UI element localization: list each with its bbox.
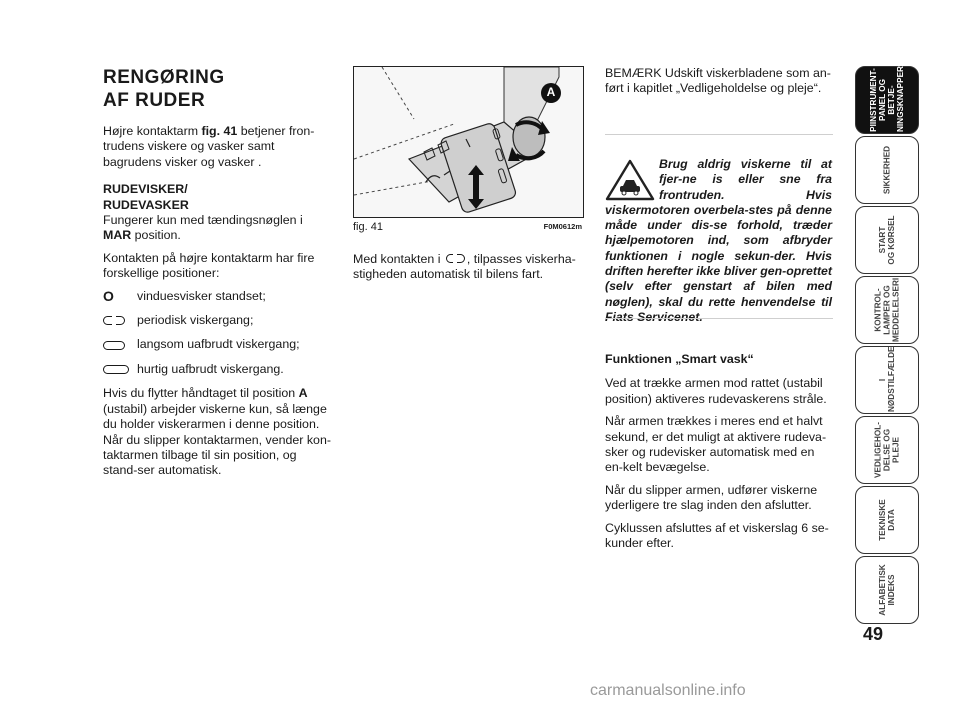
off-symbol: O — [103, 287, 114, 304]
heading-line-2: AF RUDER — [103, 90, 206, 111]
figure-code: F0M0612m — [543, 222, 582, 231]
heading-line-1: RENGØRING — [103, 67, 225, 88]
divider — [605, 318, 833, 319]
section-heading — [103, 66, 331, 112]
speed-adjust-paragraph: Med kontakten i , tilpasses viskerha-stigheden automatisk til bilens fart. — [353, 252, 576, 282]
column-right-note — [605, 66, 833, 104]
warning-block — [605, 157, 832, 325]
position-a-label: A — [298, 386, 308, 401]
watermark: carmanualsonline.info — [590, 682, 746, 699]
position-item-slow: langsom uafbrudt viskergang; — [103, 337, 331, 352]
fig-reference: fig. 41 — [201, 124, 238, 138]
ignition-paragraph: Fungerer kun med tændingsnøglen i MAR position. — [103, 213, 303, 243]
tab-emergency[interactable]: I NØDSTILFÆLDE — [855, 346, 919, 414]
warning-text: Brug aldrig viskerne til at fjer-ne is eller sne fra frontruden. Hvis viskermotoren overbela-stes på denne måde under dis-se forhold, træder hjælpemotoren ind, som afbryder funktionen i nogle sekun-der. Hvis driften herefter ikke bliver gen-oprettet (selv efter genstart af bilen med nøglen), skal du rette henvendelse til Fiats Servicenet. — [605, 157, 832, 324]
note-paragraph: BEMÆRK Udskift viskerbladene som an-ført i kapitlet „Vedligeholdelse og pleje“. — [605, 66, 831, 96]
tab-maintenance[interactable]: VEDLIGEHOL- DELSE OG PLEJE — [855, 416, 919, 484]
position-item-interval: periodisk viskergang; — [103, 313, 331, 328]
chapter-tabs — [855, 63, 923, 626]
positions-intro: Kontakten på højre kontaktarm har fire forskellige positioner: — [103, 250, 315, 281]
divider — [605, 134, 833, 135]
smart-wash-paragraph-4: Cyklussen afsluttes af et viskerslag 6 se-kunder efter. — [605, 520, 829, 551]
position-a-marker: A — [546, 85, 556, 99]
smart-wash-heading: Funktionen „Smart vask“ — [605, 352, 754, 366]
tab-safety[interactable]: SIKKERHED — [855, 136, 919, 204]
figure-caption: fig. 41 F0M0612m — [353, 221, 582, 233]
smart-wash-paragraph-1: Ved at trække armen mod rattet (ustabil position) aktiveres rudevaskerens stråle. — [605, 376, 827, 406]
tab-warning-lights[interactable]: KONTROL- LAMPER OG MEDDELELSERI — [855, 276, 919, 344]
column-left — [103, 66, 331, 486]
figure-41 — [353, 66, 584, 218]
tab-technical-data[interactable]: TEKNISKE DATA — [855, 486, 919, 554]
tab-instrument-panel[interactable]: PIINSTRUMENT- PANEL OG BETJE- NINGSKNAPPERI — [855, 66, 919, 134]
tab-start-driving[interactable]: START OG KØRSEL — [855, 206, 919, 274]
warning-triangle-icon — [605, 159, 655, 201]
intro-paragraph: Højre kontaktarm fig. 41 betjener fron-trudens viskere og vasker samt bagrudens visker og vasker . — [103, 124, 315, 169]
slow-wipe-symbol-icon — [103, 341, 125, 350]
interval-symbol-icon — [446, 254, 465, 263]
subheading: RUDEVISKER/ RUDEVASKER — [103, 182, 189, 212]
smart-wash-paragraph-3: Når du slipper armen, udfører viskerne yderligere tre slag inden den afslutter. — [605, 482, 818, 513]
position-item-off: O vinduesvisker standset; — [103, 287, 266, 304]
mar-label: MAR — [103, 228, 132, 243]
smart-wash-section — [605, 352, 833, 558]
interval-symbol-icon — [103, 316, 125, 325]
fast-wipe-symbol-icon — [103, 365, 129, 374]
tab-index[interactable]: ALFABETISK INDEKS — [855, 556, 919, 624]
position-item-fast: hurtig uafbrudt viskergang. — [103, 362, 331, 377]
smart-wash-paragraph-2: Når armen trækkes i meres end et halvt sekund, er det muligt at aktivere rudeva-sker og rudevisker automatisk med en en-kelt bevægelse. — [605, 414, 827, 475]
page-number: 49 — [862, 624, 884, 644]
position-a-paragraph: Hvis du flytter håndtaget til position A (ustabil) arbejder viskerne kun, så længe du holder viskerarmen i denne position. Når du slipper kontaktarmen, vender kon-taktarmen tilbage til sin position, og stand-ser automatisk. — [103, 386, 331, 478]
